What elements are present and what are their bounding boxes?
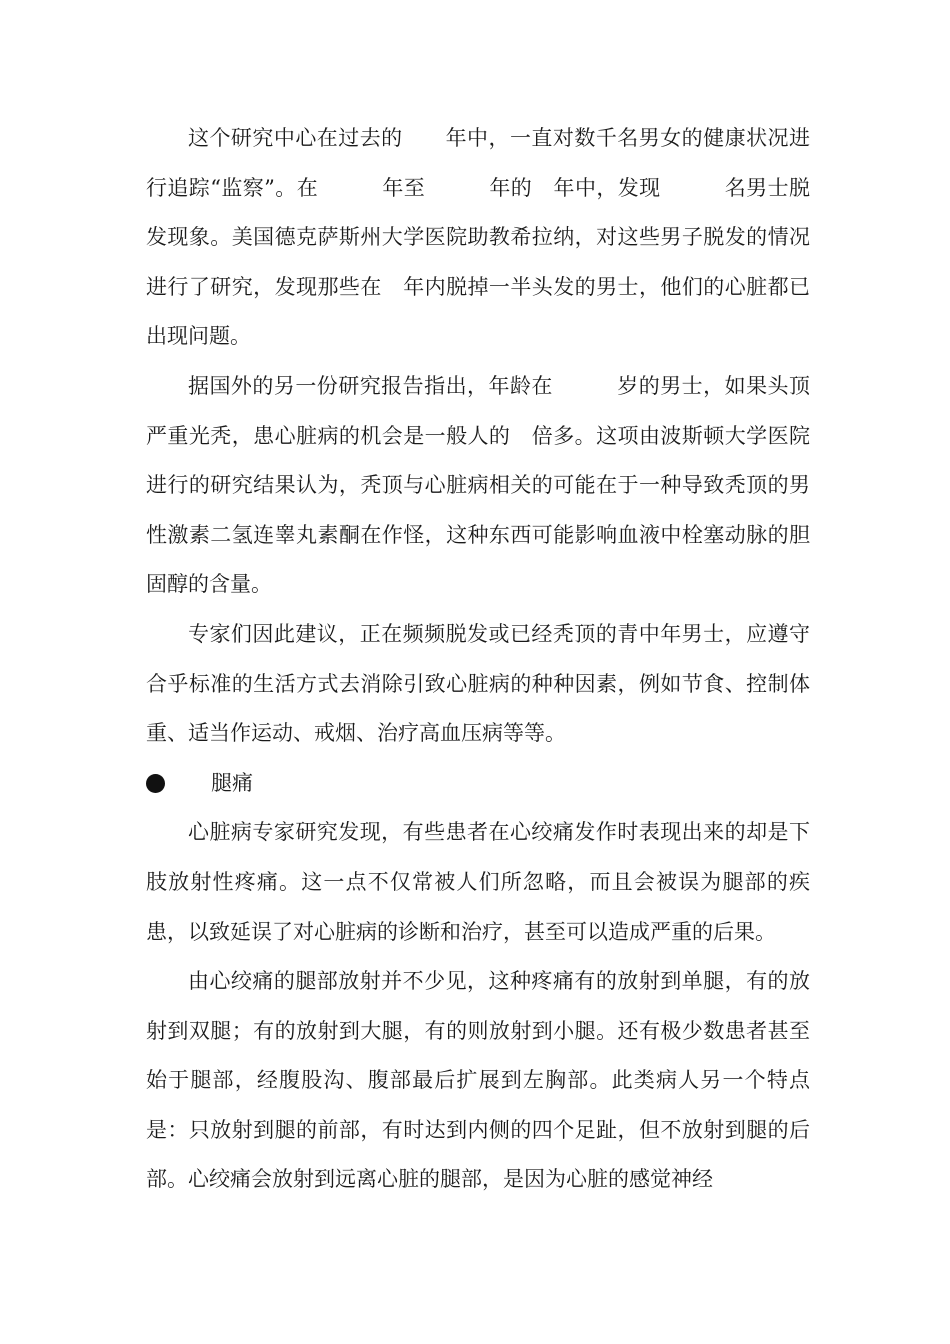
document-body bbox=[146, 114, 810, 1205]
paragraph-5: 由心绞痛的腿部放射并不少见，这种疼痛有的放射到单腿，有的放射到双腿；有的放射到大腿，有的则放射到小腿。还有极少数患者甚至始于腿部，经腹股沟、腹部最后扩展到左胸部。此类病人另一个特点是：只放射到腿的前部，有时达到内侧的四个足趾，但不放射到腿的后部。心绞痛会放射到远离心脏的腿部，是因为心脏的感觉神经 bbox=[146, 969, 810, 1192]
paragraph-1: 这个研究中心在过去的 年中，一直对数千名男女的健康状况进行追踪“监察”。在 年至 年的 年中，发现 名男士脱发现象。美国德克萨斯州大学医院助教希拉纳，对这些男子脱发的情况进行了研究，发现那些在 年内脱掉一半头发的男士，他们的心脏都已出现问题。 bbox=[146, 126, 810, 349]
paragraph-2: 据国外的另一份研究报告指出，年龄在 岁的男士，如果头顶严重光秃，患心脏病的机会是一般人的 倍多。这项由波斯顿大学医院进行的研究结果认为，秃顶与心脏病相关的可能在于一种导致秃顶的男性激素二氢连睾丸素酮在作怪，这种东西可能影响血液中栓塞动脉的胆固醇的含量。 bbox=[146, 373, 810, 597]
section-heading bbox=[146, 759, 810, 809]
paragraph-3: 专家们因此建议，正在频频脱发或已经秃顶的青中年男士，应遵守合乎标准的生活方式去消除引致心脏病的种种因素，例如节食、控制体重、适当作运动、戒烟、治疗高血压病等等。 bbox=[146, 621, 810, 746]
section-heading-text: 腿痛 bbox=[211, 770, 253, 795]
bullet-icon bbox=[146, 774, 165, 793]
paragraph-4: 心脏病专家研究发现，有些患者在心绞痛发作时表现出来的却是下肢放射性疼痛。这一点不仅常被人们所忽略，而且会被误为腿部的疾患，以致延误了对心脏病的诊断和治疗，甚至可以造成严重的后果。 bbox=[146, 820, 810, 944]
